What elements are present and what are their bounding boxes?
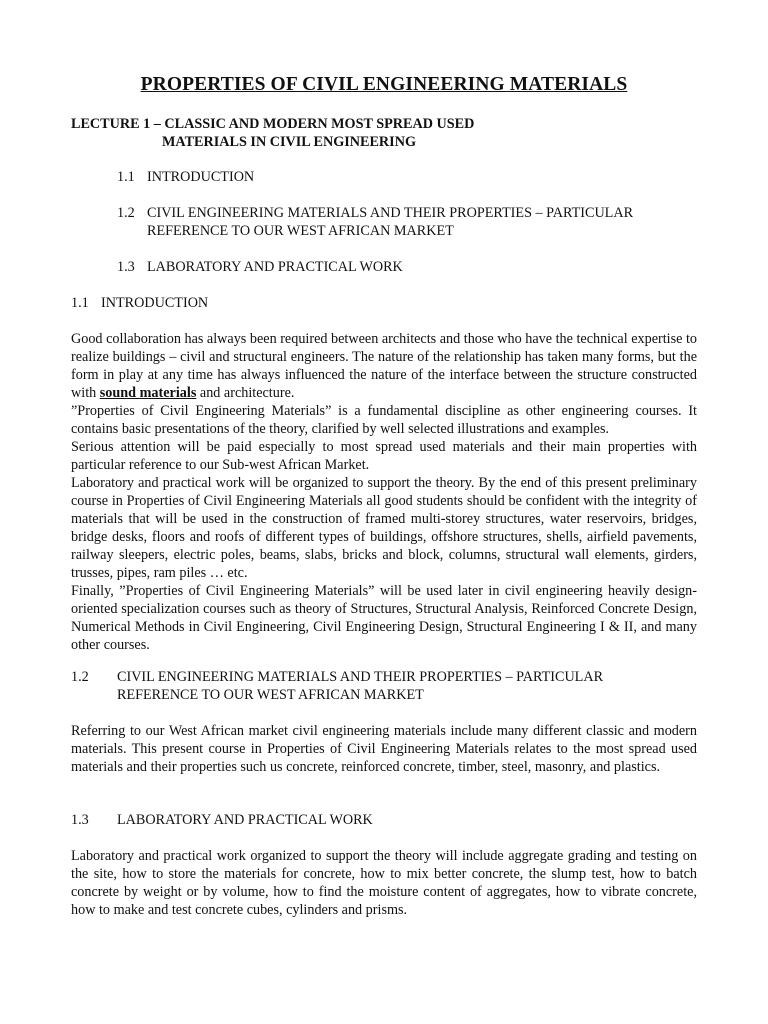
toc-number: 1.1 [117, 169, 135, 185]
paragraph: Serious attention will be paid especially to most spread used materials and their main properties with particular reference to our Sub-west African Market. [71, 439, 697, 473]
paragraph: Laboratory and practical work organized to support the theory will include aggregate grading and testing on the site, how to store the materials for concrete, how to mix better concrete, the slump test, how to batch concrete by weight or by volume, how to find the moisture content of aggregates, how to vibrate concrete, how to make and test concrete cubes, cylinders and prisms. [71, 848, 697, 918]
materials-body [71, 722, 697, 776]
paragraph-text: and architecture. [196, 385, 295, 401]
section-heading-laboratory [71, 811, 373, 829]
section-title: LABORATORY AND PRACTICAL WORK [117, 812, 373, 828]
lecture-heading-line2: MATERIALS IN CIVIL ENGINEERING [162, 134, 416, 150]
paragraph: ”Properties of Civil Engineering Materials” is a fundamental discipline as other engineering courses. It contains basic presentations of the theory, clarified by well selected illustrations and examples. [71, 403, 697, 437]
section-number: 1.3 [71, 812, 89, 828]
toc-label: LABORATORY AND PRACTICAL WORK [147, 259, 403, 275]
toc-item-1-2 [117, 204, 633, 240]
paragraph [71, 330, 697, 402]
section-number: 1.1 [71, 295, 89, 311]
paragraph: Finally, ”Properties of Civil Engineering Materials” will be used later in civil engineering heavily design-oriented specialization courses such as theory of Structures, Structural Analysis, Reinforced Concrete Design, Numerical Methods in Civil Engineering, Civil Engineering Design, Structural Engineering I & II, and many other courses. [71, 583, 697, 653]
section-title-continued: REFERENCE TO OUR WEST AFRICAN MARKET [117, 687, 424, 703]
toc-item-1-1 [117, 168, 254, 186]
toc-label: CIVIL ENGINEERING MATERIALS AND THEIR PROPERTIES – PARTICULAR [147, 205, 634, 221]
paragraph: Laboratory and practical work will be organized to support the theory. By the end of this present preliminary course in Properties of Civil Engineering Materials all good students should be confident with the integrity of materials that will be used in the construction of framed multi-storey structures, water reservoirs, bridges, bridge desks, floors and roofs of different types of buildings, offshore structures, shells, airfield pavements, railway sleepers, electric poles, beams, slabs, bricks and block, columns, structural wall elements, girders, trusses, pipes, ram piles … etc. [71, 475, 697, 581]
document-title: PROPERTIES OF CIVIL ENGINEERING MATERIALS [140, 74, 628, 95]
toc-item-1-3 [117, 258, 403, 276]
section-number: 1.2 [71, 669, 89, 685]
laboratory-body [71, 847, 697, 919]
section-title: INTRODUCTION [101, 295, 209, 311]
toc-label-continued: REFERENCE TO OUR WEST AFRICAN MARKET [147, 223, 454, 239]
toc-number: 1.3 [117, 259, 135, 275]
toc-label: INTRODUCTION [147, 169, 255, 185]
paragraph-text: Good collaboration has always been required between architects and those who have the technical expertise to realize buildings – civil and structural engineers. The nature of the relationship has taken many forms, but the form in play at any time has always influenced the nature of the interface between the structure constructed with [71, 331, 697, 401]
lecture-heading-line1: LECTURE 1 – CLASSIC AND MODERN MOST SPREAD USED [71, 116, 475, 132]
section-heading-introduction [71, 294, 208, 312]
lecture-heading [71, 115, 474, 151]
section-heading-materials [71, 668, 603, 704]
introduction-body [71, 330, 697, 654]
toc-number: 1.2 [117, 205, 135, 221]
sound-materials-emphasis: sound materials [99, 385, 197, 401]
section-title: CIVIL ENGINEERING MATERIALS AND THEIR PROPERTIES – PARTICULAR [117, 669, 604, 685]
paragraph: Referring to our West African market civil engineering materials include many different classic and modern materials. This present course in Properties of Civil Engineering Materials relates to the most spread used materials and their properties such us concrete, reinforced concrete, timber, steel, masonry, and plastics. [71, 723, 697, 775]
